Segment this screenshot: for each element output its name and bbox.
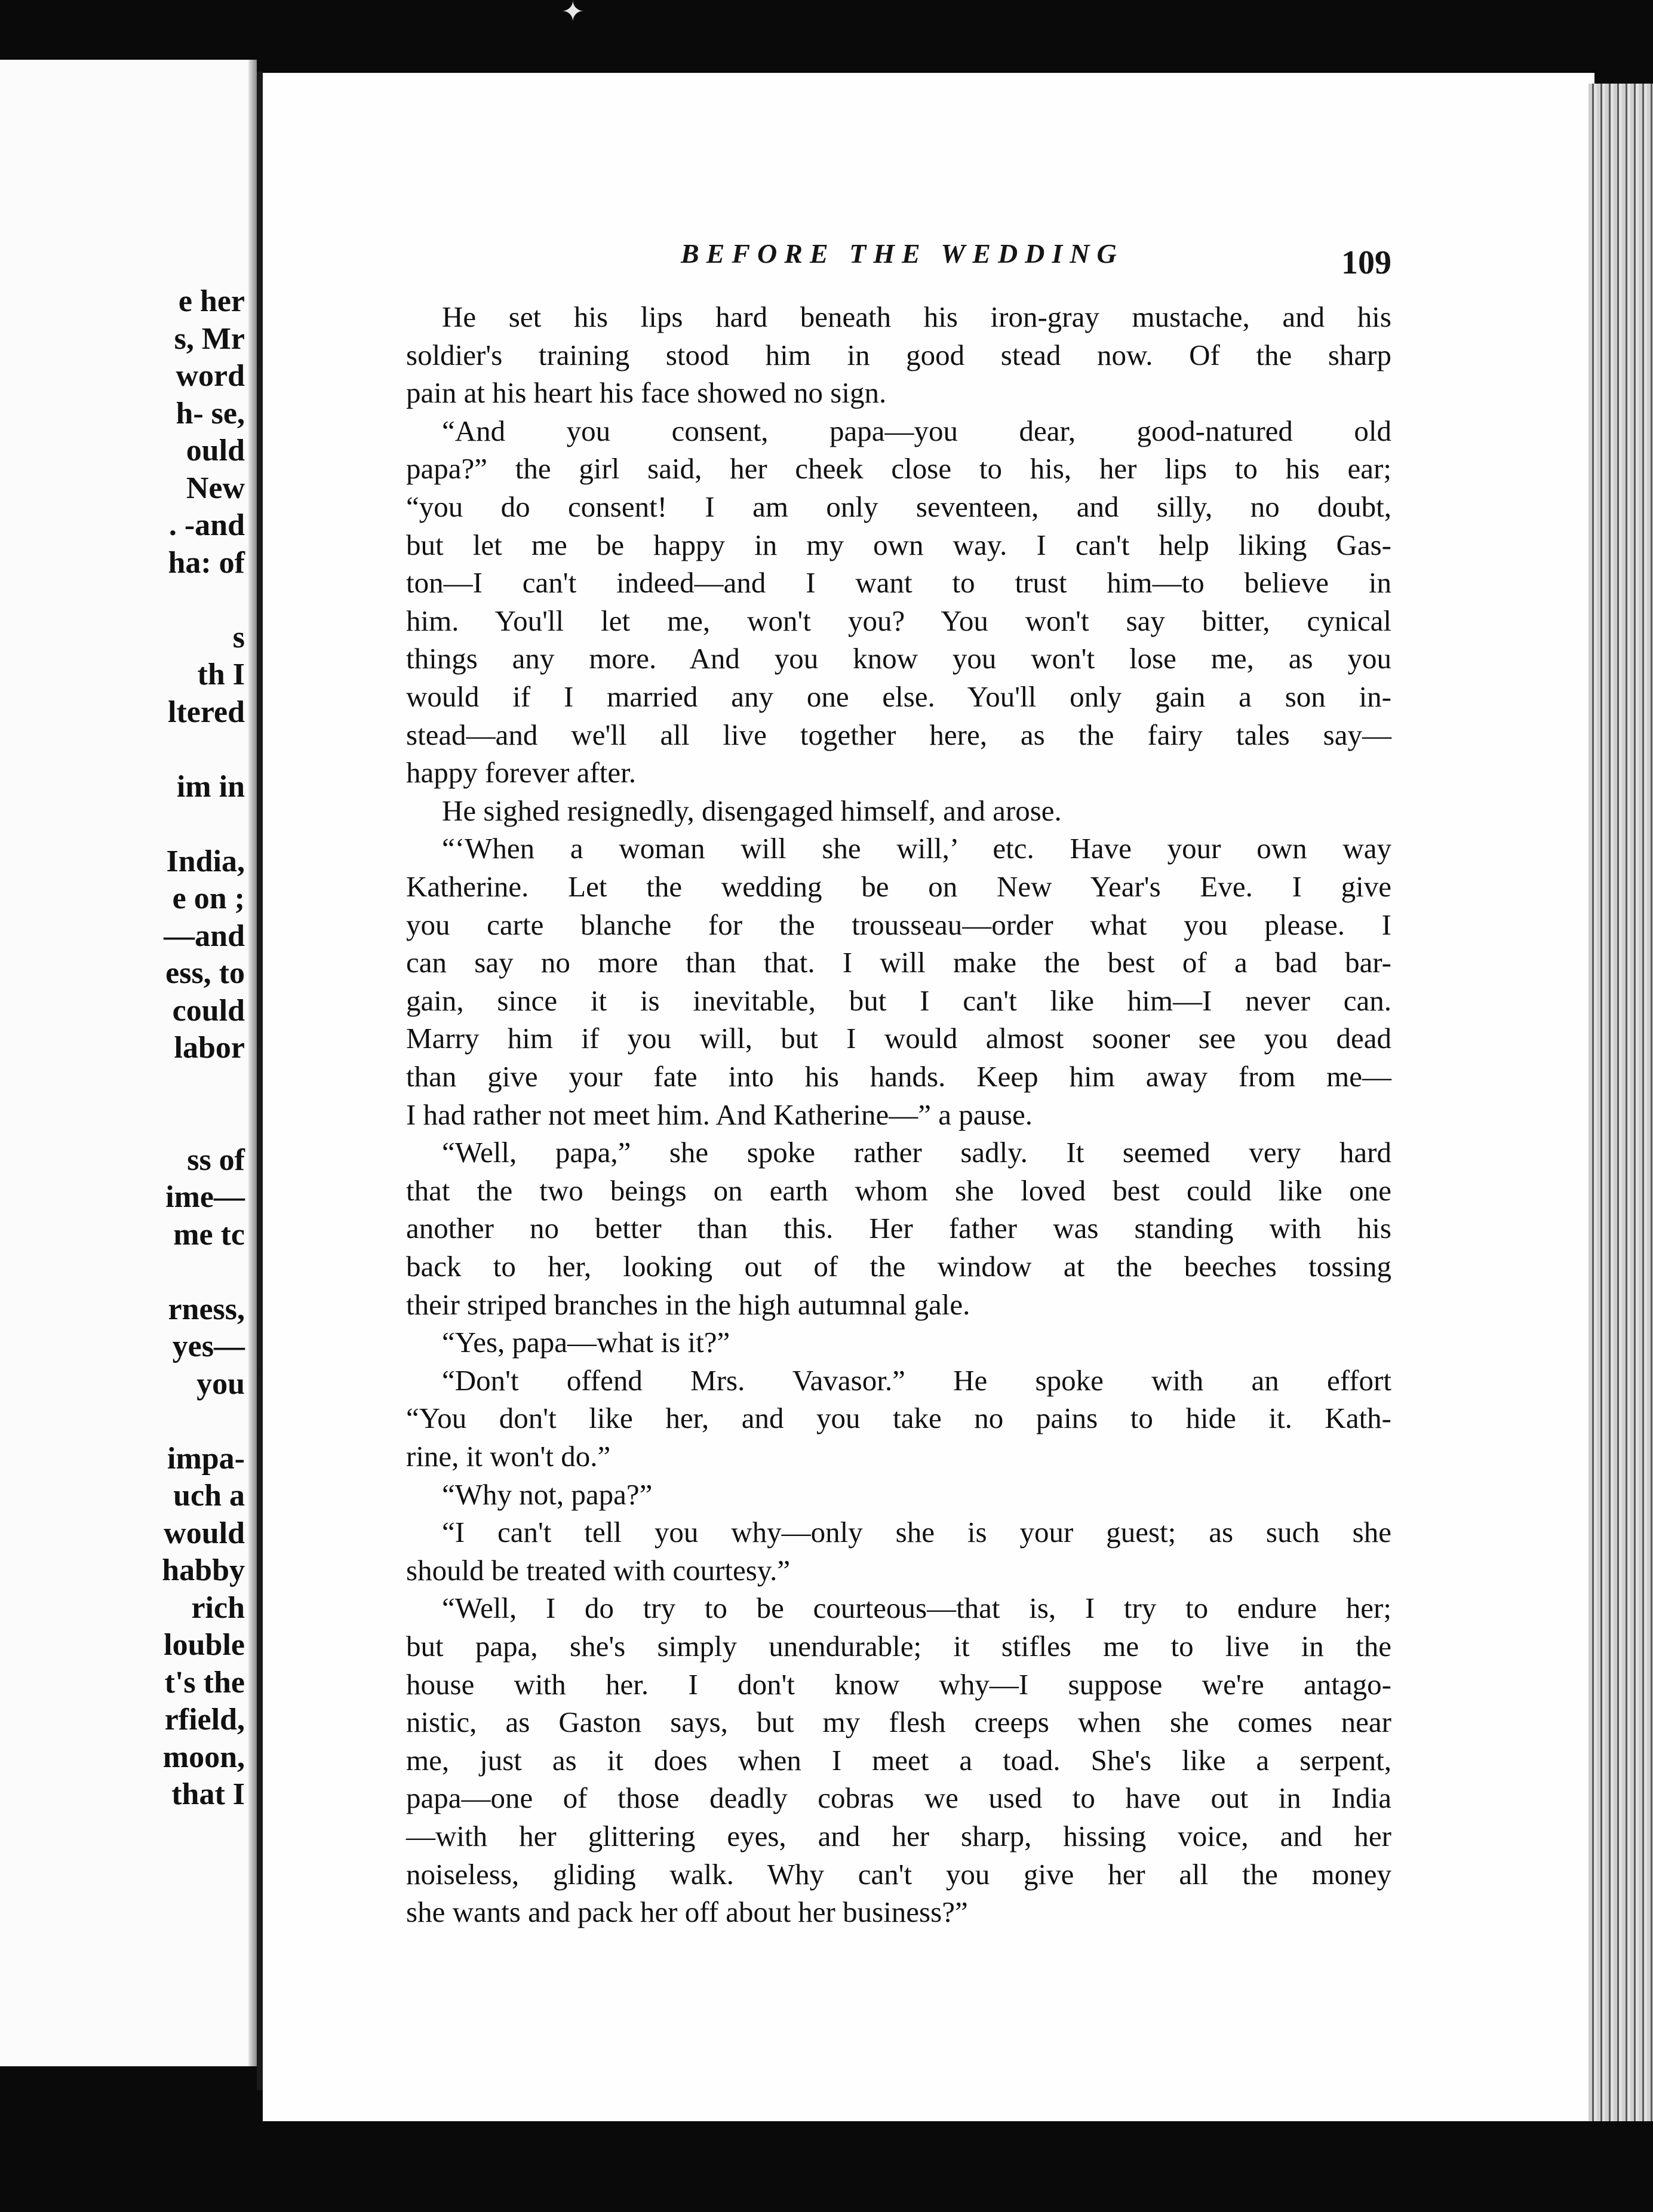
text-line: back to her, looking out of the window at the beeches tossing <box>406 1250 1391 1283</box>
text-line: noiseless, gliding walk. Why can't you give her all the money <box>406 1857 1391 1891</box>
text-line: Katherine. Let the wedding be on New Year's Eve. I give <box>406 870 1391 903</box>
text-line: He sighed resignedly, disengaged himself, and arose. <box>442 794 1062 827</box>
book-gutter <box>257 72 263 2090</box>
text-line: “And you consent, papa—you dear, good-natured old <box>442 414 1391 447</box>
text-line: stead—and we'll all live together here, as the fairy tales say— <box>406 718 1391 751</box>
left-fragment-line: moon, <box>162 1740 245 1774</box>
left-fragment-line: ltered <box>168 695 245 729</box>
text-line: him. You'll let me, won't you? You won't say bitter, cynical <box>406 604 1391 637</box>
text-line: He set his lips hard beneath his iron-gray mustache, and his <box>442 300 1391 333</box>
left-fragment-line: h- se, <box>176 396 245 431</box>
text-line: ton—I can't indeed—and I want to trust him—to believe in <box>406 566 1391 600</box>
left-page-fragment <box>0 60 257 2066</box>
left-fragment-line: ha: of <box>168 545 245 580</box>
text-line: she wants and pack her off about her business?” <box>406 1895 968 1929</box>
left-fragment-line: ess, to <box>165 956 245 990</box>
left-fragment-line: ime— <box>165 1180 245 1214</box>
left-fragment-line: me tc <box>173 1217 245 1252</box>
text-line: “‘When a woman will she will,’ etc. Have your own way <box>442 832 1391 865</box>
text-line: Marry him if you will, but I would almost sooner see you dead <box>406 1022 1391 1055</box>
left-fragment-line: impa- <box>167 1441 245 1476</box>
left-fragment-line: t's the <box>164 1665 245 1700</box>
left-fragment-line: New <box>186 471 245 505</box>
text-line: house with her. I don't know why—I suppose we're antago- <box>406 1667 1391 1701</box>
text-line: but let me be happy in my own way. I can't help liking Gas- <box>406 528 1391 561</box>
text-line: “I can't tell you why—only she is your guest; as such she <box>442 1516 1391 1549</box>
left-fragment-line: im in <box>176 769 245 804</box>
text-line: papa?” the girl said, her cheek close to his, her lips to his ear; <box>406 452 1391 486</box>
text-line: “Don't offend Mrs. Vavasor.” He spoke with an effort <box>442 1363 1391 1397</box>
text-line: that the two beings on earth whom she loved best could like one <box>406 1173 1391 1207</box>
text-line: but papa, she's simply unendurable; it stifles me to live in the <box>406 1630 1391 1663</box>
left-fragment-line: word <box>176 359 245 393</box>
text-line: pain at his heart his face showed no sign. <box>406 376 887 410</box>
text-line: me, just as it does when I meet a toad. She's like a serpent, <box>406 1743 1391 1777</box>
text-line: nistic, as Gaston says, but my flesh creeps when she comes near <box>406 1706 1391 1739</box>
left-fragment-line: ss of <box>187 1142 245 1177</box>
left-fragment-line: rness, <box>168 1292 245 1326</box>
left-fragment-line: India, <box>166 844 245 878</box>
text-line: should be treated with courtesy.” <box>406 1553 791 1587</box>
text-line: gain, since it is inevitable, but I can't like him—I never can. <box>406 984 1391 1017</box>
page-number: 109 <box>1341 244 1391 281</box>
text-line: I had rather not meet him. And Katherine—” a pause. <box>406 1098 1033 1131</box>
text-line: happy forever after. <box>406 756 636 789</box>
left-fragment-line: labor <box>174 1031 245 1065</box>
left-fragment-line: that I <box>171 1777 245 1811</box>
left-fragment-line: e on ; <box>172 881 245 915</box>
left-fragment-line: yes— <box>172 1329 245 1363</box>
bottom-shadow <box>263 2121 1653 2212</box>
text-line: you carte blanche for the trousseau—order what you please. I <box>406 908 1391 941</box>
left-fragment-line: rfield, <box>164 1703 245 1737</box>
text-line: would if I married any one else. You'll only gain a son in- <box>406 680 1391 713</box>
left-fragment-line: habby <box>162 1553 245 1587</box>
left-fragment-line: s, Mr <box>174 321 245 356</box>
left-fragment-line: would <box>164 1516 245 1550</box>
text-line: than give your fate into his hands. Keep him away from me— <box>406 1060 1391 1093</box>
left-fragment-line: rich <box>191 1590 245 1625</box>
left-fragment-line: louble <box>164 1628 245 1662</box>
text-line: their striped branches in the high autumnal gale. <box>406 1288 970 1321</box>
text-line: “you do consent! I am only seventeen, and silly, no doubt, <box>406 490 1391 523</box>
left-fragment-line: could <box>172 993 245 1028</box>
page-edges <box>1589 84 1653 2126</box>
left-fragment-line: —and <box>164 918 245 953</box>
text-line: another no better than this. Her father was standing with his <box>406 1212 1391 1245</box>
text-line: “Why not, papa?” <box>442 1477 653 1511</box>
left-fragment-line: . -and <box>168 508 245 542</box>
left-fragment-line: uch a <box>173 1479 245 1513</box>
text-line: things any more. And you know you won't lose me, as you <box>406 642 1391 675</box>
text-line: rine, it won't do.” <box>406 1440 611 1473</box>
running-head: BEFORE THE WEDDING <box>681 238 1124 269</box>
left-fragment-line: th I <box>197 658 245 692</box>
text-line: soldier's training stood him in good stead now. Of the sharp <box>406 338 1391 371</box>
text-line: can say no more than that. I will make the best of a bad bar- <box>406 946 1391 979</box>
text-line: “Yes, papa—what is it?” <box>442 1326 730 1359</box>
text-line: —with her glittering eyes, and her sharp, hissing voice, and her <box>406 1820 1391 1852</box>
top-scan-mark: ✦ <box>561 0 585 27</box>
left-fragment-line: e her <box>178 284 245 318</box>
left-fragment-line: you <box>196 1366 245 1401</box>
text-line: “You don't like her, and you take no pains to hide it. Kath- <box>406 1402 1391 1435</box>
text-line: “Well, papa,” she spoke rather sadly. It seemed very hard <box>442 1136 1391 1169</box>
text-line: papa—one of those deadly cobras we used to have out in India <box>406 1781 1391 1815</box>
left-page-edge <box>248 60 257 2066</box>
left-fragment-line: s <box>232 620 245 655</box>
text-line: “Well, I do try to be courteous—that is, I try to endure her; <box>442 1592 1391 1625</box>
left-fragment-line: ould <box>186 434 245 468</box>
